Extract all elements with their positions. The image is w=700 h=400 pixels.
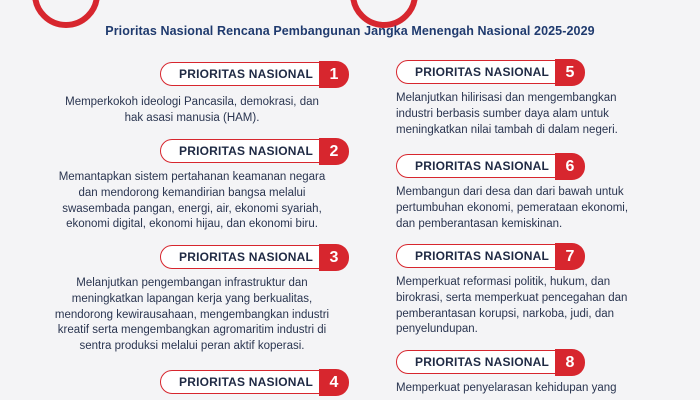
priority-number-badge: 5 [555,59,585,86]
priority-pill [160,139,348,163]
priority-label: PRIORITAS NASIONAL [415,355,550,369]
priority-2 [22,139,362,233]
priority-pill [160,245,348,269]
priority-5 [396,60,686,138]
priority-description: Memantapkan sistem pertahanan keamanan negara dan mendorong kemandirian bangsa melalui swasembada pangan, energi, air, ekonomi syariah, ekonomi digital, ekonomi hijau, dan ekonomi biru. [58,171,326,231]
priority-pill [396,154,584,178]
priority-description: Memperkuat reformasi politik, hukum, dan birokrasi, serta memperkuat pencegahan dan pemberantasan korupsi, narkoba, judi, dan penyelundupan. [396,276,628,336]
priority-1 [22,62,362,127]
priority-number-badge: 6 [555,153,585,180]
priority-pill [396,244,584,268]
priority-7 [396,244,686,338]
priority-label: PRIORITAS NASIONAL [179,250,314,264]
priority-label: PRIORITAS NASIONAL [179,144,314,158]
priority-description: Memperkokoh ideologi Pancasila, demokrasi, dan hak asasi manusia (HAM). [65,96,319,124]
priority-description: Membangun dari desa dan dari bawah untuk pertumbuhan ekonomi, pemerataan ekonomi, dan pemberantasan kemiskinan. [396,186,629,230]
priority-6 [396,154,686,232]
priority-number-badge: 3 [319,244,349,271]
priority-pill [160,370,348,394]
priority-description: Memperkuat penyelarasan kehidupan yang [396,382,617,394]
priority-label: PRIORITAS NASIONAL [415,249,550,263]
priority-label: PRIORITAS NASIONAL [415,159,550,173]
priority-pill [160,62,348,86]
priority-4 [22,370,362,394]
priority-3 [22,245,362,355]
page-title: Prioritas Nasional Rencana Pembangunan Jangka Menengah Nasional 2025-2029 [105,24,595,38]
priority-number-badge: 4 [319,369,349,396]
priority-number-badge: 1 [319,61,349,88]
priority-description: Melanjutkan pengembangan infrastruktur dan meningkatkan lapangan kerja yang berkualitas, mendorong kewirausahaan, mengembangkan industri kreatif serta mengembangkan agromaritim industri di sentra produksi melalui peran aktif koperasi. [54,277,330,353]
priority-number-badge: 7 [555,243,585,270]
priority-number-badge: 2 [319,138,349,165]
priority-label: PRIORITAS NASIONAL [415,65,550,79]
priority-description: Melanjutkan hilirisasi dan mengembangkan industri berbasis sumber daya alam untuk meningkatkan nilai tambah di dalam negeri. [396,92,618,136]
priority-label: PRIORITAS NASIONAL [179,67,314,81]
priority-number-badge: 8 [555,349,585,376]
priority-label: PRIORITAS NASIONAL [179,375,314,389]
priority-pill [396,350,584,374]
priority-pill [396,60,584,84]
priority-8 [396,350,686,397]
